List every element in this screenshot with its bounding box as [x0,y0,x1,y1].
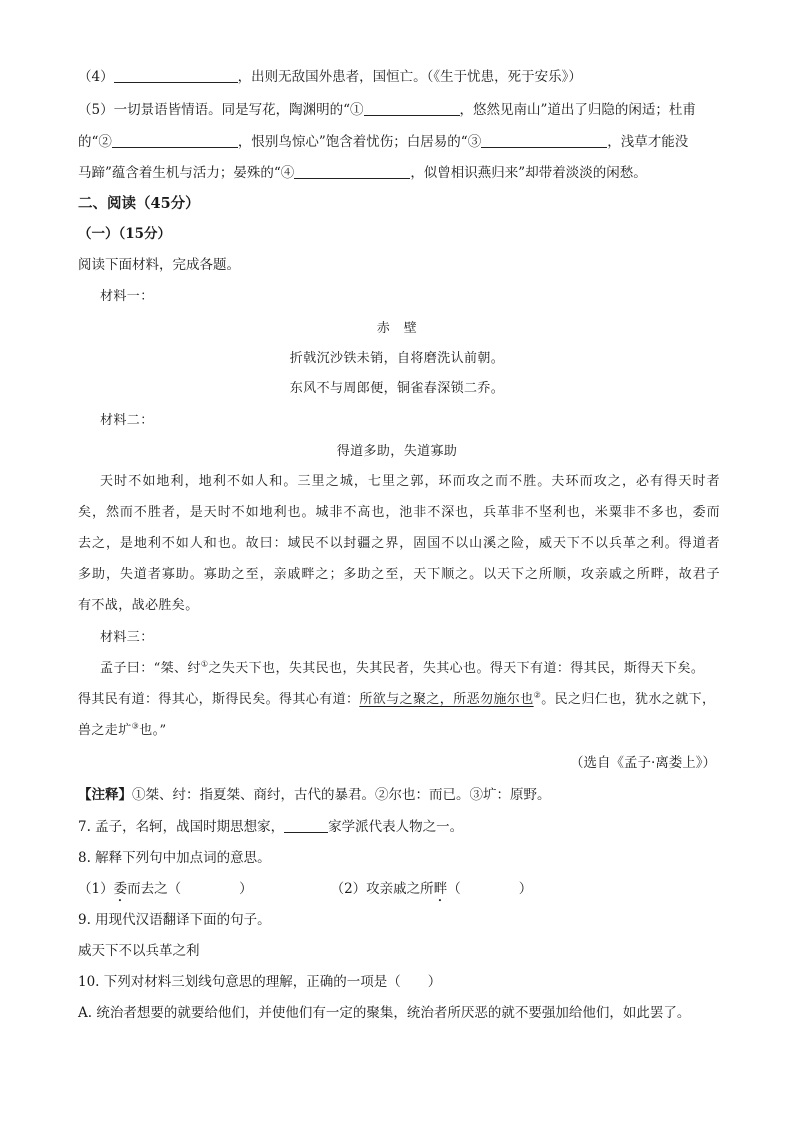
poem-line-1: 折戟沉沙铁未销，自将磨洗认前朝。 [289,351,505,366]
text-span: 也。” [139,723,167,738]
question-9: 9. 用现代汉语翻译下面的句子。 [78,912,271,928]
section-title: 二、阅读（45分） [78,195,200,212]
answer-blank[interactable] [364,101,460,116]
material-2-label: 材料二： [100,413,154,428]
underlined-sentence: 所欲与之聚之，所恶勿施尔也 [359,692,534,707]
question-text: 马蹄”蕴含着生机与活力；晏殊的“④ [78,165,295,181]
question-9-sentence: 威天下不以兵革之利 [78,943,200,959]
poem-line-2: 东风不与周郎便，铜雀春深锁二乔。 [289,381,505,396]
answer-blank[interactable] [294,164,410,179]
essay-title: 得道多助，失道寡助 [336,444,458,459]
item-text: 而去之（ [127,881,182,897]
question-10-option-a[interactable]: A. 统治者想要的就要给他们，并使他们有一定的聚集，统治者所厌恶的就不要强加给他们，如此罢了。 [78,1005,691,1021]
dotted-word: 畔 [433,881,448,897]
answer-blank[interactable] [112,133,238,148]
material-1-label: 材料一： [100,289,154,304]
essay-line: 天时不如地利，地利不如人和。三里之城，七里之郭，环而攻之而不胜。夫环而攻之，必有得天时者 [100,474,720,489]
question-text: 的“② [78,134,112,150]
annotations-label: 【注释】 [78,787,132,803]
annotations [78,786,551,804]
answer-blank[interactable] [114,68,238,83]
answer-blank[interactable] [284,818,328,833]
footnote-marker: ① [200,659,209,669]
text-span: 孟子曰：“桀、纣 [100,661,201,676]
footnote-marker: ② [533,690,542,700]
question-8-items [78,880,532,905]
essay-line: 矣，然而不胜者，是天时不如地利也。城非不高也，池非不深也，兵革非不坚利也，米粟非不多也，委而 [78,505,720,520]
material-3-label: 材料三： [100,630,154,645]
question-4-line [78,68,582,86]
mencius-line-3 [78,722,167,740]
essay-line: 有不战，战必胜矣。 [78,598,199,613]
question-7 [78,818,463,836]
question-number: （4） [78,69,114,85]
poem-title: 赤 壁 [376,321,418,336]
essay-line: 多助，失道者寡助。寡助之至，亲戚畔之；多助之至，天下顺之。以天下之所顺，攻亲戚之所畔，故君子 [78,567,720,582]
mencius-line-1 [100,660,704,678]
question-5-line-3 [78,164,647,182]
text-span: 。民之归仁也，犹水之就下， [541,692,716,707]
essay-line: 去之，是地利不如人和也。故曰：域民不以封疆之界，固国不以山溪之险，威天下不以兵革之利。得道者 [78,536,720,551]
question-text: ，浅草才能没 [607,134,689,150]
text-span: 之失天下也，失其民也，失其民者，失其心也。得天下有道：得其民，斯得天下矣。 [208,661,705,676]
question-5-line-1 [78,101,696,119]
question-text: ，悠然见南山”道出了归隐的闲适；杜甫 [459,102,696,118]
question-text: ，似曾相识燕归来”却带着淡淡的闲愁。 [410,165,647,181]
item-text: ） [518,881,533,897]
question-8: 8. 解释下列句中加点词的意思。 [78,850,271,866]
subsection-title: （一）（15分） [78,226,172,242]
text-span: 兽之走圹 [78,723,132,738]
dotted-word: 委 [113,881,128,897]
source-citation: （选自《孟子·离娄上》） [569,755,716,771]
item-text: （1） [78,881,114,897]
question-text: 7. 孟子，名轲，战国时期思想家， [78,819,285,835]
question-10: 10. 下列对材料三划线句意思的理解，正确的一项是（ ） [78,974,442,990]
annotations-text: ①桀、纣：指夏桀、商纣，古代的暴君。②尔也：而已。③圹：原野。 [132,787,551,803]
question-text: 家学派代表人物之一。 [328,819,464,835]
question-text: ，出则无敌国外患者，国恒亡。（《生于忧患，死于安乐》） [237,69,582,85]
text-span: 得其民有道：得其心，斯得民矣。得其心有道： [78,692,360,707]
answer-blank[interactable] [481,133,607,148]
item-text: （2）攻亲戚之所 [330,881,434,897]
mencius-line-2 [78,691,715,709]
instruction: 阅读下面材料，完成各题。 [78,257,240,273]
question-text: （5）一切景语皆情语。同是写花，陶渊明的“① [78,102,364,118]
question-text: ，恨别鸟惊心”饱含着忧伤；白居易的“③ [237,134,482,150]
footnote-marker: ③ [131,721,140,731]
item-text: （ [447,881,461,897]
question-5-line-2 [78,133,688,151]
item-text: ） [239,881,253,897]
